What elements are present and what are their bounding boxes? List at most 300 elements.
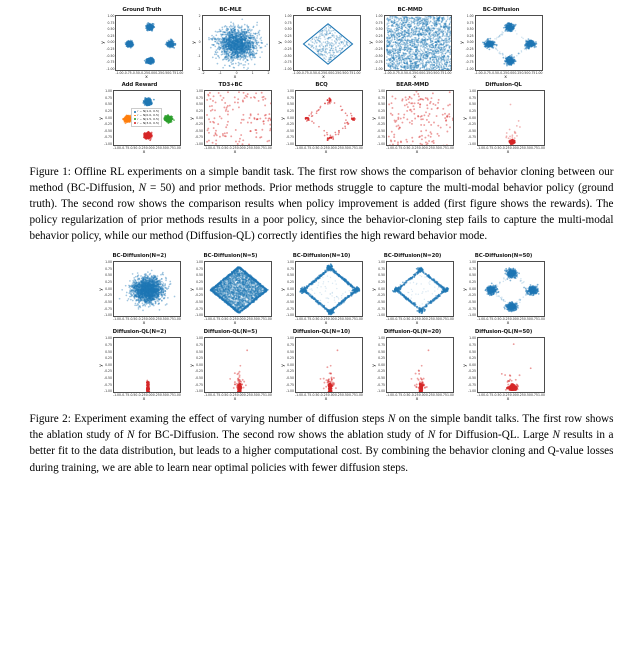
plot-panel <box>460 8 543 80</box>
y-axis-ticks <box>377 90 386 146</box>
x-tick-label: -2 <box>201 70 205 75</box>
y-tick-label: -0.75 <box>468 306 477 311</box>
x-tick-label: 0.75 <box>437 70 445 75</box>
panel-title: BCQ <box>315 82 328 89</box>
x-tick-label: -0.75 <box>394 317 403 322</box>
y-tick-label: 0.25 <box>196 356 203 361</box>
y-axis-label: y <box>280 287 286 291</box>
y-axis-label: y <box>98 116 104 120</box>
y-tick-label: -0.75 <box>283 60 292 65</box>
y-tick-label: -0.75 <box>103 135 112 140</box>
x-axis-ticks-row <box>189 317 272 321</box>
x-tick-label: 0.50 <box>430 70 438 75</box>
x-tick-label: 1.00 <box>173 393 181 398</box>
x-tick-label: 0.50 <box>159 317 167 322</box>
y-tick-label: 0.50 <box>287 102 294 107</box>
y-tick-label: 1.00 <box>105 260 112 265</box>
x-tick-label: 0.25 <box>425 146 433 150</box>
figure-2 <box>0 244 643 475</box>
plot-panel <box>371 330 454 402</box>
x-tick-label: -1.00 <box>386 146 395 150</box>
x-axis-ticks <box>386 146 454 150</box>
x-tick-label: 0.25 <box>516 393 524 398</box>
x-tick-label: -0.50 <box>220 393 229 398</box>
y-tick-label: 1.00 <box>196 336 203 341</box>
y-tick-label: -0.75 <box>103 382 112 387</box>
figure1-row-2 <box>0 83 643 155</box>
plot-panel <box>462 83 545 155</box>
x-tick-label: 0.00 <box>418 317 426 322</box>
x-tick-label: -0.50 <box>402 317 411 322</box>
x-tick-label: -1.00 <box>295 393 304 398</box>
y-axis-label: y <box>460 41 466 45</box>
x-tick-label: 0.75 <box>439 146 447 150</box>
plot-area <box>386 337 454 393</box>
x-axis-ticks-row <box>462 393 545 397</box>
y-tick-label: 0.25 <box>287 108 294 113</box>
y-tick-label: -0.50 <box>468 128 477 133</box>
y-tick-label: 0 <box>198 40 201 45</box>
x-tick-label: 0.50 <box>432 317 440 322</box>
y-tick-label: 0.25 <box>466 33 474 38</box>
y-tick-label: -0.25 <box>377 369 386 374</box>
x-tick-label: 0.25 <box>334 146 342 150</box>
x-axis-label: x <box>415 320 419 326</box>
scatter-points <box>114 338 181 393</box>
x-axis-ticks-row <box>191 71 269 75</box>
y-tick-label: -0.25 <box>377 122 386 127</box>
plot-panel <box>189 254 272 326</box>
y-tick-label: 0.75 <box>378 95 386 100</box>
y-tick-label: 0.75 <box>107 20 115 25</box>
x-tick-label: 1.00 <box>356 317 363 322</box>
x-tick-label: -1.00 <box>386 393 395 398</box>
x-tick-label: -1.00 <box>477 317 486 322</box>
plot-area <box>477 261 545 317</box>
y-tick-label: 0.75 <box>469 342 477 347</box>
x-tick-label: -1.00 <box>112 393 121 398</box>
x-axis-label: x <box>413 74 416 80</box>
x-tick-label: -0.25 <box>228 393 237 398</box>
y-tick-label: -1.00 <box>285 142 294 146</box>
x-tick-label: -0.75 <box>485 317 494 322</box>
y-tick-label: -0.50 <box>103 299 112 304</box>
scatter-points <box>387 338 454 393</box>
x-tick-label: 1.00 <box>538 146 545 150</box>
axes-wrap <box>191 15 269 71</box>
y-tick-label: -1.00 <box>103 389 112 394</box>
x-axis-ticks-row <box>280 146 363 150</box>
y-axis-label: y <box>189 116 195 120</box>
panel-title: BC-Diffusion(N=2) <box>112 253 167 260</box>
y-tick-label: 0.50 <box>469 273 477 278</box>
scatter-points <box>205 91 272 146</box>
x-axis-ticks-row <box>98 393 181 397</box>
y-tick-label: -0.50 <box>283 53 292 58</box>
x-tick-label: -1.00 <box>474 70 483 75</box>
y-tick-label: 0.25 <box>105 280 112 285</box>
y-axis-ticks <box>195 90 204 146</box>
x-tick-label: -0.75 <box>391 70 400 75</box>
plot-area <box>204 90 272 146</box>
x-tick-label: -1.00 <box>203 317 212 322</box>
x-tick-label: 0.00 <box>418 393 426 398</box>
x-tick-label: 0.00 <box>418 146 426 150</box>
y-axis-ticks <box>468 337 477 393</box>
y-tick-label: -0.25 <box>377 293 386 298</box>
axes-wrap <box>189 337 272 393</box>
panel-title: Diffusion-QL <box>485 82 522 89</box>
panel-title: BC-Diffusion <box>482 7 520 13</box>
y-tick-label: 0.00 <box>375 40 383 45</box>
y-axis-label: y <box>369 41 375 45</box>
y-tick-label: -0.25 <box>103 369 112 374</box>
figure-2-caption <box>30 411 614 475</box>
x-axis-label: x <box>233 396 237 402</box>
x-tick-label: 1.00 <box>173 146 181 150</box>
y-tick-label: 0.00 <box>378 115 386 120</box>
x-axis-ticks <box>477 393 545 397</box>
y-tick-label: 1.00 <box>375 13 383 18</box>
y-tick-label: -0.25 <box>374 47 383 52</box>
x-tick-label: 0.50 <box>250 317 258 322</box>
y-tick-label: 1.00 <box>287 336 294 341</box>
y-axis-label: y <box>462 287 468 291</box>
legend-label: r ~ N(1.0, 0.5) <box>137 109 160 114</box>
x-axis-label: x <box>142 396 146 402</box>
x-axis-label: x <box>506 396 510 402</box>
x-tick-label: 0.00 <box>236 393 244 398</box>
y-tick-label: -0.75 <box>285 382 294 387</box>
x-tick-label: -0.25 <box>410 317 419 322</box>
y-axis-label: y <box>280 116 286 120</box>
x-tick-label: -0.25 <box>137 146 146 150</box>
x-tick-label: 0.75 <box>530 317 538 322</box>
x-tick-label: 0.50 <box>339 70 347 75</box>
x-tick-label: -0.75 <box>212 393 221 398</box>
y-axis-label: y <box>189 363 195 367</box>
x-tick-label: 0.25 <box>425 317 433 322</box>
x-tick-label: 0.25 <box>332 70 340 75</box>
y-tick-label: -0.75 <box>468 135 477 140</box>
y-tick-label: -0.50 <box>103 376 112 381</box>
y-axis-ticks <box>466 15 475 71</box>
x-tick-label: 0.25 <box>516 146 524 150</box>
y-tick-label: 1.00 <box>378 89 386 93</box>
figure2-row-1 <box>0 254 643 326</box>
y-tick-label: -1.00 <box>468 313 477 318</box>
axes-wrap <box>100 15 183 71</box>
x-tick-label: 0.25 <box>516 317 524 322</box>
x-tick-label: -0.50 <box>402 146 411 150</box>
y-tick-label: 2 <box>198 13 201 18</box>
y-tick-label: -0.50 <box>285 128 294 133</box>
plot-area <box>295 261 363 317</box>
x-axis-ticks <box>113 146 181 150</box>
panel-title: Diffusion-QL(N=50) <box>474 329 533 336</box>
plot-panel <box>280 83 363 155</box>
plot-area <box>295 90 363 146</box>
y-axis-label: y <box>462 363 468 367</box>
y-tick-label: -0.75 <box>377 135 386 140</box>
y-tick-label: 0.00 <box>287 115 294 120</box>
x-tick-label: -0.50 <box>399 70 408 75</box>
scatter-points <box>203 16 270 71</box>
x-tick-label: 0.25 <box>155 70 163 75</box>
y-axis-label: y <box>371 287 377 291</box>
plot-panel <box>189 330 272 402</box>
x-tick-label: 0.25 <box>243 393 251 398</box>
y-axis-ticks <box>377 337 386 393</box>
x-tick-label: -0.75 <box>303 317 312 322</box>
x-tick-label: -0.75 <box>485 393 494 398</box>
axes-wrap <box>371 90 454 146</box>
y-tick-label: 1.00 <box>378 260 386 265</box>
caption-label: Figure 1: <box>29 166 75 179</box>
y-tick-label: -1.00 <box>106 66 115 71</box>
x-tick-label: 1.00 <box>356 393 363 398</box>
x-axis-ticks <box>295 146 363 150</box>
y-tick-label: 0.00 <box>284 40 292 45</box>
x-axis-label: x <box>506 320 510 326</box>
y-tick-label: 0.75 <box>469 266 477 271</box>
y-axis-ticks <box>468 261 477 317</box>
y-tick-label: -0.25 <box>465 47 474 52</box>
y-tick-label: 0.50 <box>105 102 112 107</box>
legend-label: r ~ N(0.0, 0.5) <box>137 112 160 117</box>
legend-swatch-icon <box>134 115 136 117</box>
x-tick-label: 0.50 <box>432 393 440 398</box>
y-tick-label: 0.50 <box>107 27 115 32</box>
y-tick-label: -0.75 <box>377 306 386 311</box>
x-tick-label: -0.25 <box>410 393 419 398</box>
y-tick-label: -0.75 <box>285 306 294 311</box>
y-tick-label: -0.25 <box>103 293 112 298</box>
x-axis-label: x <box>506 149 510 155</box>
x-tick-label: -0.25 <box>137 317 146 322</box>
x-tick-label: -0.50 <box>493 146 502 150</box>
y-tick-label: -0.25 <box>194 369 203 374</box>
panel-title: Ground Truth <box>122 7 162 13</box>
y-axis-ticks <box>375 15 384 71</box>
y-tick-label: 0.25 <box>469 280 477 285</box>
x-tick-label: 0.75 <box>439 317 447 322</box>
x-tick-label: 2 <box>267 70 270 75</box>
y-tick-label: 0.00 <box>378 362 386 367</box>
y-tick-label: -1.00 <box>468 389 477 394</box>
x-tick-label: 0.25 <box>243 317 251 322</box>
x-tick-label: 0.25 <box>334 317 342 322</box>
x-tick-label: -0.25 <box>319 393 328 398</box>
scatter-points <box>205 262 272 317</box>
y-tick-label: 0.00 <box>466 40 474 45</box>
plot-area <box>113 90 181 146</box>
plot-panel <box>371 254 454 326</box>
plot-panel <box>371 83 454 155</box>
y-tick-label: 0.00 <box>107 40 115 45</box>
y-axis-label: y <box>371 116 377 120</box>
y-tick-label: -0.25 <box>285 369 294 374</box>
y-tick-label: -1.00 <box>377 313 386 318</box>
y-tick-label: 1 <box>198 27 201 32</box>
x-tick-label: -0.75 <box>121 393 130 398</box>
legend-label: r ~ N(3.0, 0.5) <box>137 120 160 125</box>
y-tick-label: -0.75 <box>377 382 386 387</box>
x-axis-label: x <box>233 74 237 80</box>
x-axis-ticks <box>113 393 181 397</box>
x-axis-ticks <box>384 71 452 75</box>
y-tick-label: 1.00 <box>466 13 474 18</box>
x-tick-label: -0.50 <box>129 146 138 150</box>
y-tick-label: -1.00 <box>103 313 112 318</box>
y-tick-label: 0.00 <box>469 115 477 120</box>
x-tick-label: -1.00 <box>112 146 121 150</box>
y-axis-ticks <box>286 90 295 146</box>
y-tick-label: 0.50 <box>378 349 386 354</box>
y-tick-label: -0.50 <box>103 128 112 133</box>
y-axis-label: y <box>100 41 106 45</box>
x-axis-ticks-row <box>369 71 452 75</box>
x-tick-label: -0.75 <box>121 146 130 150</box>
x-tick-label: -1.00 <box>477 393 486 398</box>
x-axis-ticks <box>477 317 545 321</box>
y-tick-label: 0.50 <box>284 27 292 32</box>
x-tick-label: -0.75 <box>212 317 221 322</box>
x-tick-label: 1.00 <box>353 70 361 75</box>
y-tick-label: 0.50 <box>196 102 203 107</box>
y-tick-label: -1.00 <box>194 142 203 146</box>
y-tick-label: 0.25 <box>287 356 294 361</box>
x-axis-ticks-row <box>98 317 181 321</box>
y-tick-label: 1.00 <box>107 13 115 18</box>
plot-panel <box>100 8 183 80</box>
panel-title: BC-Diffusion(N=20) <box>383 253 442 260</box>
y-tick-label: 0.00 <box>105 286 112 291</box>
scatter-points <box>296 262 363 317</box>
y-tick-label: -0.50 <box>194 299 203 304</box>
y-tick-label: -1.00 <box>374 66 383 71</box>
x-tick-label: 1.00 <box>264 393 272 398</box>
x-tick-label: -1.00 <box>112 317 121 322</box>
y-tick-label: 1.00 <box>105 89 112 93</box>
y-tick-label: 0.25 <box>196 108 203 113</box>
x-tick-label: 0.25 <box>425 393 433 398</box>
plot-panel <box>98 83 181 155</box>
plot-area <box>113 337 181 393</box>
x-axis-label: x <box>322 74 325 80</box>
y-tick-label: -0.25 <box>468 369 477 374</box>
x-tick-label: 1.00 <box>447 317 454 322</box>
x-tick-label: 0.50 <box>162 70 170 75</box>
x-tick-label: 0.00 <box>236 317 244 322</box>
y-tick-label: -0.50 <box>285 299 294 304</box>
caption-text: Experiment examing the effect of varying number of diffusion steps N on the simple bandit talks. The first row shows the ablation study of N for BC-Diffusion. The second row shows the ablation study of N for Diffusion-QL. Large N results in a better fit to the data distribution, but leads to a higher computational cost. By combining the behavior cloning and Q-value losses during training, we are able to learn near optimal policies with fewer diffusion steps. <box>29 413 614 474</box>
y-tick-label: -1.00 <box>194 313 203 318</box>
y-tick-label: 0.00 <box>196 286 203 291</box>
x-tick-label: 0.50 <box>250 393 258 398</box>
x-tick-label: 0.75 <box>166 393 174 398</box>
x-axis-ticks-row <box>371 146 454 150</box>
axes-wrap <box>189 90 272 146</box>
plot-area <box>477 90 545 146</box>
x-tick-label: 0.00 <box>509 317 517 322</box>
plot-panel <box>462 254 545 326</box>
y-tick-label: 1.00 <box>287 89 294 93</box>
axes-wrap <box>371 337 454 393</box>
y-tick-label: 0.25 <box>469 356 477 361</box>
x-tick-label: 0.50 <box>341 393 349 398</box>
x-tick-label: -1.00 <box>295 317 304 322</box>
y-tick-label: 0.00 <box>469 362 477 367</box>
axes-wrap <box>98 261 181 317</box>
y-tick-label: 0.25 <box>287 280 294 285</box>
x-axis-ticks-row <box>189 146 272 150</box>
panel-title: BC-Diffusion(N=5) <box>203 253 258 260</box>
x-tick-label: 0.75 <box>439 393 447 398</box>
x-tick-label: 0.50 <box>523 317 531 322</box>
y-tick-label: -0.75 <box>106 60 115 65</box>
y-tick-label: -0.50 <box>377 128 386 133</box>
scatter-points <box>205 338 272 393</box>
x-tick-label: 1.00 <box>264 146 272 150</box>
plot-area <box>204 261 272 317</box>
x-axis-label: x <box>142 320 146 326</box>
x-tick-label: -0.50 <box>490 70 499 75</box>
x-tick-label: 1.00 <box>447 146 454 150</box>
x-axis-ticks <box>477 146 545 150</box>
x-tick-label: -0.25 <box>137 393 146 398</box>
y-tick-label: 1.00 <box>196 260 203 265</box>
y-tick-label: 0.00 <box>287 362 294 367</box>
y-tick-label: 0.75 <box>105 266 112 271</box>
y-tick-label: -0.75 <box>285 135 294 140</box>
y-tick-label: 0.75 <box>287 266 294 271</box>
y-tick-label: 0.00 <box>196 362 203 367</box>
y-tick-label: 0.75 <box>105 95 112 100</box>
y-axis-label: y <box>278 41 284 45</box>
axes-wrap <box>369 15 452 71</box>
x-tick-label: 0.75 <box>530 146 538 150</box>
scatter-points <box>478 338 545 393</box>
x-tick-label: -0.75 <box>482 70 491 75</box>
plot-area <box>293 15 361 71</box>
x-tick-label: 0.00 <box>509 146 517 150</box>
x-tick-label: 0.75 <box>257 393 265 398</box>
caption-text: Offline RL experiments on a simple bandit task. The first row shows the comparison of behavior cloning between our method (BC-Diffusion, N = 50) and prior methods. Prior methods struggle to capture the multi-modal behavior policy (ground truth). The second row shows the comparison results when policy improvement is added (first figure shows the rewards). The policy regularization of prior methods results in a poor policy, since the behavior-cloning step fails to capture the multi-modal behavior policy, while our method (Diffusion-QL) correctly identifies the high reward behavior mode. <box>29 166 614 243</box>
y-tick-label: 0.25 <box>105 108 112 113</box>
scatter-points <box>385 16 452 71</box>
x-tick-label: -0.75 <box>123 70 132 75</box>
legend-swatch-icon <box>134 122 136 124</box>
x-tick-label: 0.75 <box>348 317 356 322</box>
x-tick-label: -0.50 <box>402 393 411 398</box>
y-tick-label: -0.50 <box>465 53 474 58</box>
x-axis-label: x <box>324 396 328 402</box>
axes-wrap <box>460 15 543 71</box>
plot-area <box>115 15 183 71</box>
y-tick-label: 0.75 <box>196 342 203 347</box>
x-tick-label: 0.00 <box>148 70 156 75</box>
y-tick-label: -1.00 <box>377 142 386 146</box>
x-tick-label: -0.50 <box>220 146 229 150</box>
y-tick-label: -0.25 <box>194 293 203 298</box>
y-axis-ticks <box>195 337 204 393</box>
y-axis-ticks <box>377 261 386 317</box>
y-tick-label: 1.00 <box>469 89 477 93</box>
x-tick-label: 1.00 <box>538 317 545 322</box>
x-axis-label: x <box>324 149 328 155</box>
panel-title: BC-Diffusion(N=10) <box>292 253 351 260</box>
